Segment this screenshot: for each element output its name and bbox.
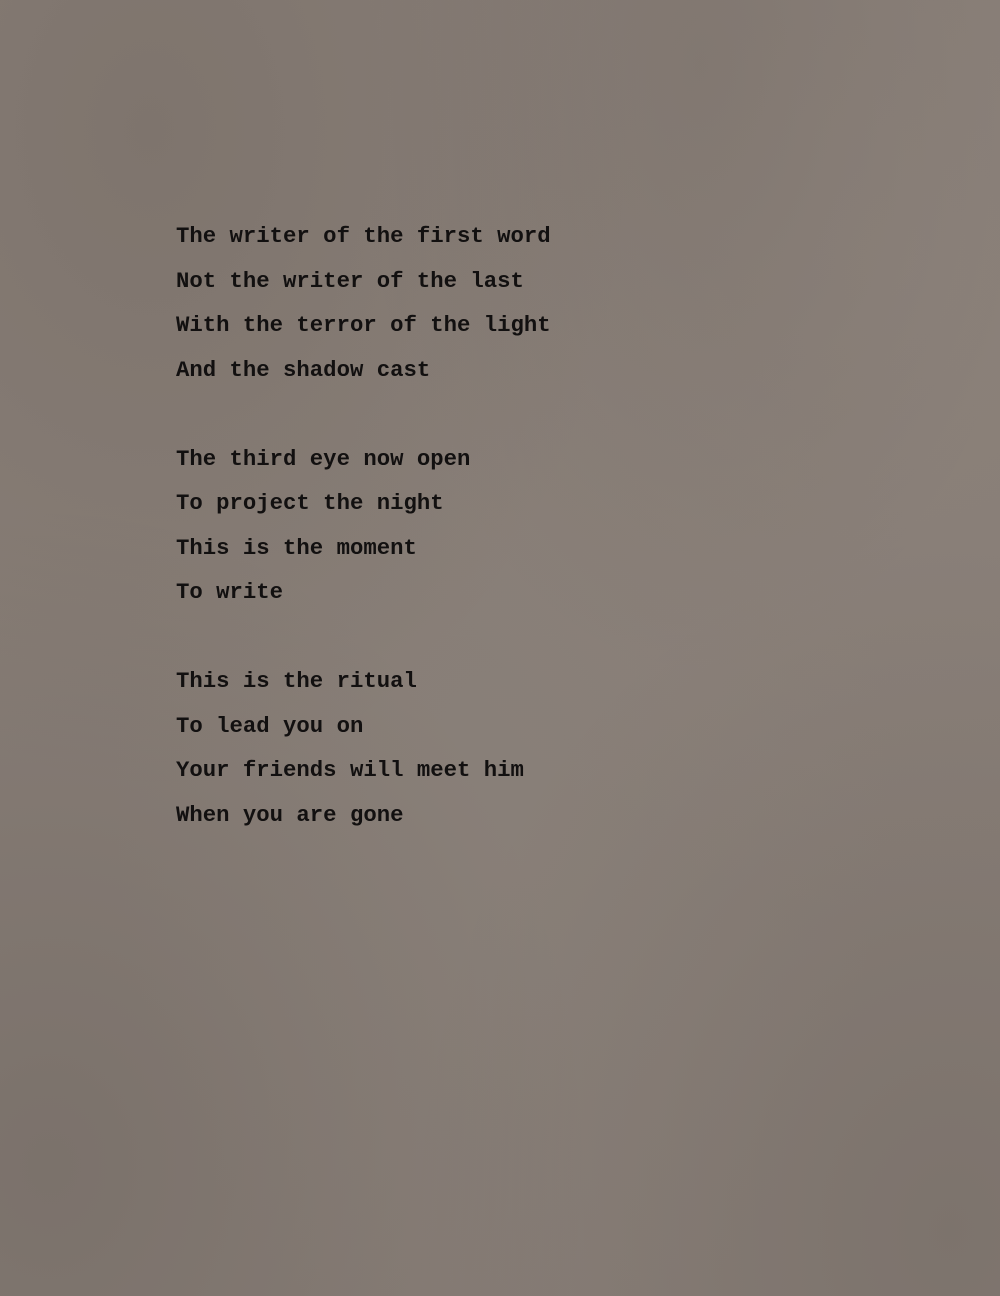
stanza-2 [176, 437, 551, 615]
stanza-1 [176, 214, 551, 392]
poem-line: And the shadow cast [176, 356, 431, 383]
poem-line: To project the night [176, 490, 444, 516]
poem-line: To lead you on [176, 712, 364, 739]
poem-line: To write [176, 579, 284, 605]
poem-line: With the terror of the light [176, 312, 551, 338]
poem-line: This is the ritual [176, 668, 417, 694]
poem-line: The third eye now open [176, 445, 471, 472]
poem-line: Not the writer of the last [176, 267, 524, 294]
stanza-3 [176, 659, 551, 837]
poem-line: This is the moment [176, 534, 417, 561]
poem-line: When you are gone [176, 801, 404, 828]
poem-line: The writer of the first word [176, 223, 551, 249]
poem-line: Your friends will meet him [176, 757, 524, 783]
poem [176, 214, 551, 882]
